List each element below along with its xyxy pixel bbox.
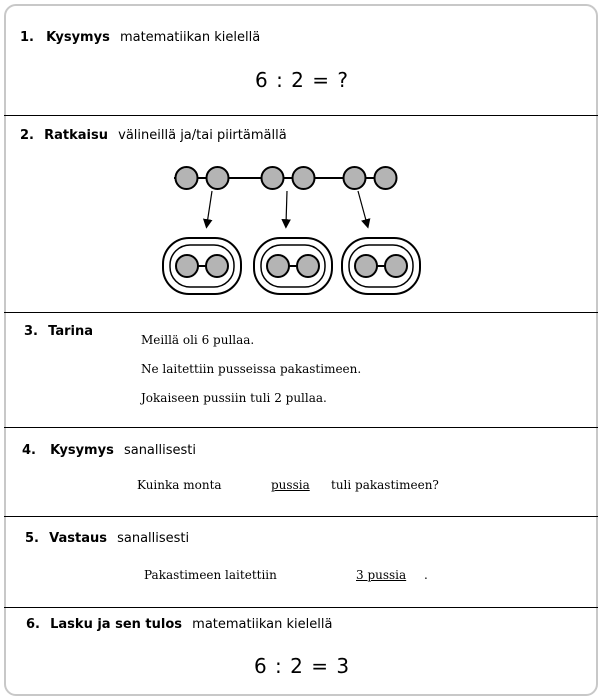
bead xyxy=(262,167,284,189)
divider-5 xyxy=(4,607,598,608)
divider-2 xyxy=(4,312,598,313)
down-arrow xyxy=(207,191,212,224)
down-arrow xyxy=(286,191,287,224)
section-5-header xyxy=(25,531,189,546)
question-text-before: Kuinka monta xyxy=(137,478,222,492)
section-1-number: 1. xyxy=(20,30,34,45)
section-1-title: Kysymys xyxy=(46,30,110,45)
question-formula: 6 : 2 = ? xyxy=(255,68,349,92)
section-4-title: Kysymys xyxy=(50,443,114,458)
question-answer-word: pussia xyxy=(271,478,310,492)
arrow-group xyxy=(207,191,367,224)
section-3-number: 3. xyxy=(24,324,38,339)
section-5-subtitle: sanallisesti xyxy=(117,531,190,546)
section-2-title: Ratkaisu xyxy=(44,128,108,143)
section-6-header xyxy=(26,617,332,632)
section-1-subtitle: matematiikan kielellä xyxy=(119,30,261,45)
section-6-subtitle: matematiikan kielellä xyxy=(192,617,333,632)
bag-bead xyxy=(267,255,289,277)
answer-value: 3 pussia xyxy=(356,568,407,582)
section-5-title: Vastaus xyxy=(49,531,107,546)
down-arrow xyxy=(358,191,367,224)
bag-groups xyxy=(163,238,420,294)
section-5-number: 5. xyxy=(25,531,39,546)
section-4-subtitle: sanallisesti xyxy=(123,443,196,458)
answer-period: . xyxy=(424,568,428,582)
bead xyxy=(176,167,198,189)
section-4-number: 4. xyxy=(22,443,36,458)
story-line-2: Ne laitettiin pusseissa pakastimeen. xyxy=(141,362,362,376)
divider-3 xyxy=(4,427,598,428)
bag-bead xyxy=(297,255,319,277)
bag-bead xyxy=(355,255,377,277)
section-4-header xyxy=(22,443,196,458)
bead xyxy=(344,167,366,189)
section-2-number: 2. xyxy=(20,128,34,143)
section-3-header xyxy=(24,324,93,339)
bag-bead xyxy=(176,255,198,277)
bead xyxy=(293,167,315,189)
result-formula: 6 : 2 = 3 xyxy=(253,654,351,678)
answer-text-before: Pakastimeen laitettiin xyxy=(144,568,277,582)
section-2-subtitle: välineillä ja/tai piirtämällä xyxy=(118,128,287,143)
story-line-3: Jokaiseen pussiin tuli 2 pullaa. xyxy=(141,391,327,405)
bead xyxy=(207,167,229,189)
bead xyxy=(375,167,397,189)
question-text-after: tuli pakastimeen? xyxy=(331,478,439,492)
bag-bead xyxy=(385,255,407,277)
divider-4 xyxy=(4,516,598,517)
story-line-1: Meillä oli 6 pullaa. xyxy=(141,333,255,347)
bag-bead xyxy=(206,255,228,277)
section-3-title: Tarina xyxy=(48,324,93,339)
section-6-title: Lasku ja sen tulos xyxy=(50,617,183,632)
section-6-number: 6. xyxy=(26,617,40,632)
